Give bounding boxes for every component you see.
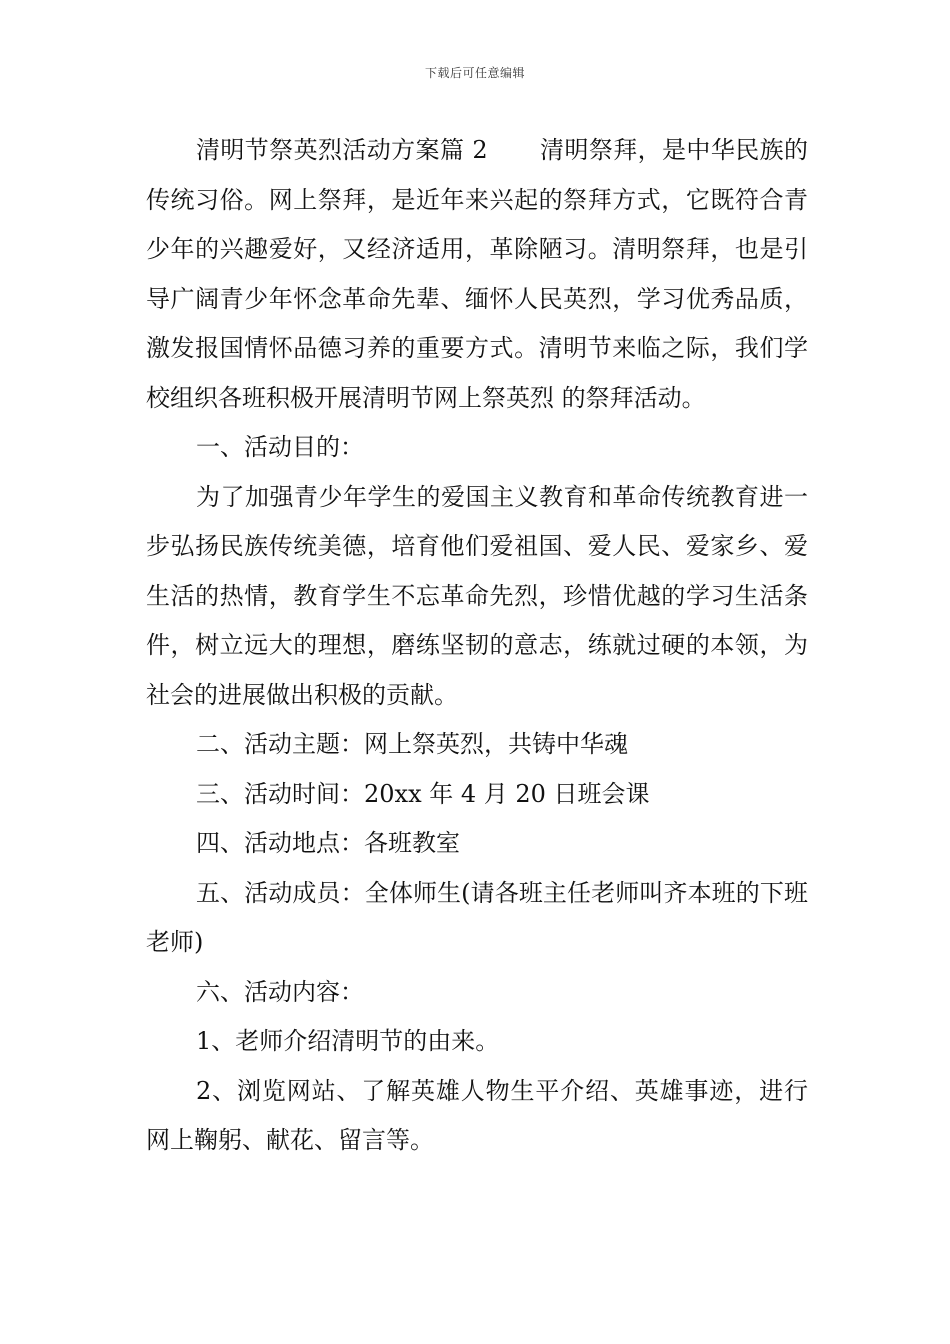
page-header-note: 下载后可任意编辑: [424, 66, 525, 80]
section-5-members: 五、活动成员：全体师生(请各班主任老师叫齐本班的下班老师): [146, 878, 808, 956]
document-body: [146, 126, 808, 1166]
section-2-theme: 二、活动主题：网上祭英烈，共铸中华魂: [196, 730, 628, 758]
section-3-time: 三、活动时间：20xx 年 4 月 20 日班会课: [196, 779, 650, 808]
intro-body: 清明祭拜，是中华民族的传统习俗。网上祭拜，是近年来兴起的祭拜方式，它既符合青少年的兴趣爱好，又经济适用，革除陋习。清明祭拜，也是引导广阔青少年怀念革命先辈、缅怀人民英烈，学习优秀品质，激发报国情怀品德习养的重要方式。清明节来临之际，我们学校组织各班积极开展清明节网上祭英烈 的祭拜活动。: [146, 136, 809, 412]
content-item-2: 2、浏览网站、了解英雄人物生平介绍、英雄事迹，进行网上鞠躬、献花、留言等。: [146, 1076, 808, 1154]
section-6-heading: 六、活动内容：: [196, 977, 364, 1006]
section-1-heading: 一、活动目的：: [196, 433, 364, 461]
intro-title: 清明节祭英烈活动方案篇 2: [196, 136, 488, 164]
intro-paragraph: [146, 126, 808, 423]
section-1-body: 为了加强青少年学生的爱国主义教育和革命传统教育进一步弘扬民族传统美德，培育他们爱祖国、爱人民、爱家乡、爱生活的热情，教育学生不忘革命先烈，珍惜优越的学习生活条件，树立远大的理想，磨练坚韧的意志，练就过硬的本领，为社会的进展做出积极的贡献。: [146, 482, 808, 709]
section-4-location: 四、活动地点：各班教室: [196, 829, 460, 857]
content-item-1: 1、老师介绍清明节的由来。: [196, 1027, 500, 1055]
